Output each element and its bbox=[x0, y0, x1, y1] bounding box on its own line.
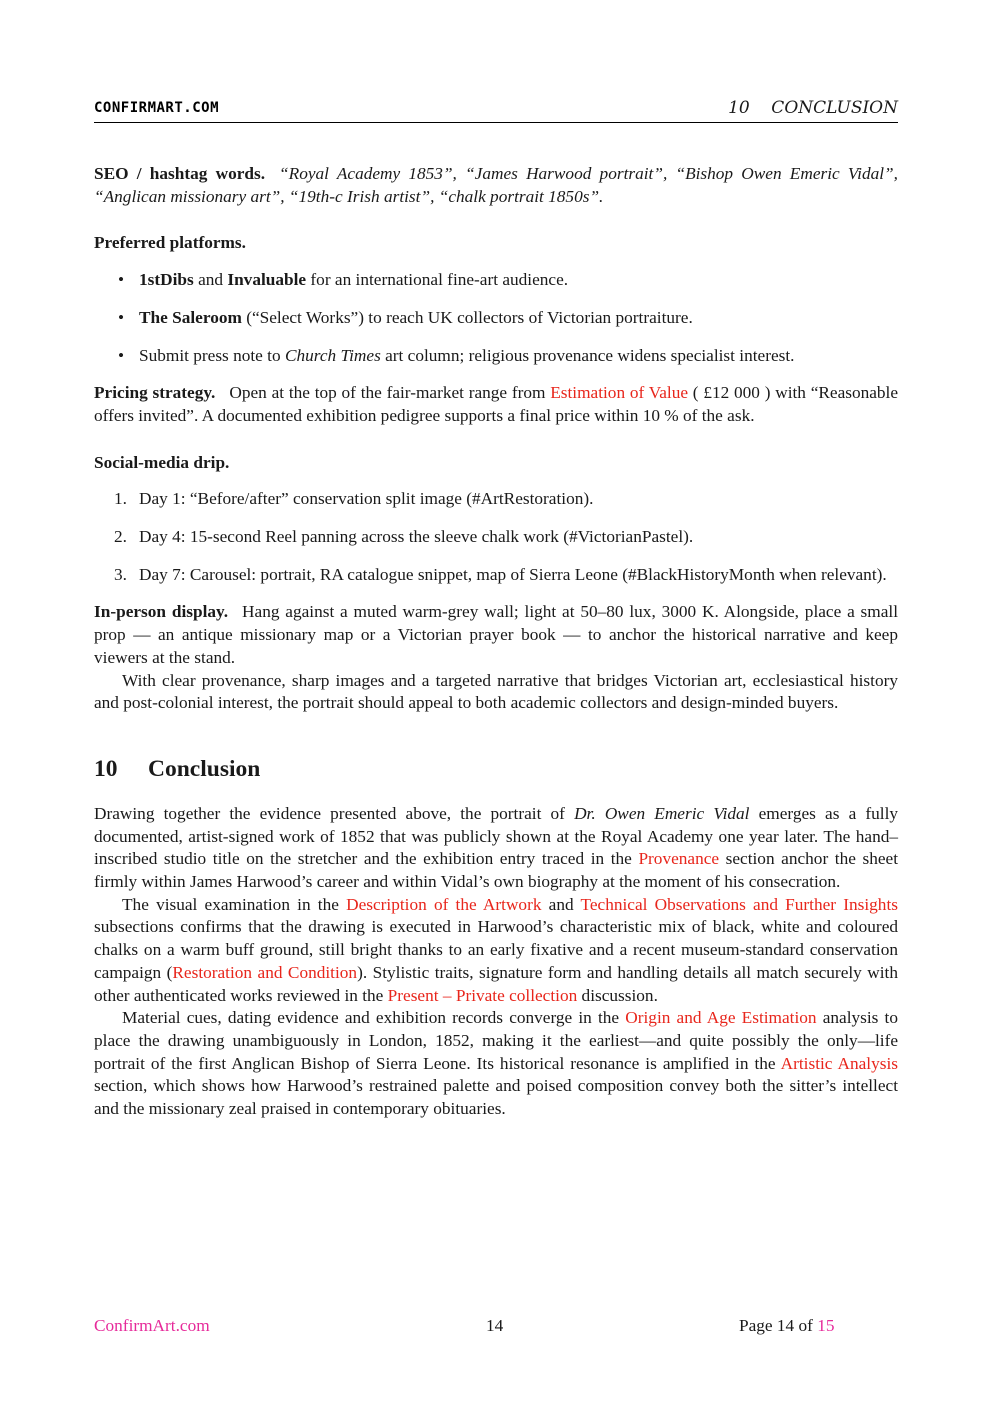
link-technical-observations[interactable]: Technical Observations and Further Insights bbox=[580, 894, 898, 914]
body-text: section, which shows how Harwood’s restrained palette and poised composition convey both the sitter’s intellect and the missionary zeal praised in contemporary obituaries. bbox=[94, 1076, 898, 1119]
footer-site-link[interactable]: ConfirmArt.com bbox=[94, 1316, 210, 1335]
conclusion-paragraph-3 bbox=[94, 1007, 898, 1121]
body-text: The visual examination in the bbox=[122, 894, 347, 914]
publication-name: Church Times bbox=[284, 345, 381, 365]
list-text: and bbox=[193, 270, 228, 290]
social-heading: Social-media drip. bbox=[94, 452, 230, 472]
body-text: section anchor the sheet firmly within James Harwood’s career and within Vidal’s own biography at the moment of his consecration. bbox=[94, 849, 898, 892]
page-of-label: Page 14 of bbox=[739, 1316, 818, 1335]
page-body bbox=[94, 163, 898, 1121]
running-title: 10 CONCLUSION bbox=[728, 98, 898, 118]
body-text: discussion. bbox=[577, 985, 658, 1005]
site-logo[interactable]: CONFIRMART.COM bbox=[94, 100, 220, 116]
body-text: Material cues, dating evidence and exhibition records converge in the bbox=[122, 1008, 626, 1028]
link-provenance[interactable]: Provenance bbox=[638, 849, 720, 869]
pricing-text: ( £12 000 ) with “Reasonable offers invited”. A documented exhibition pedigree supports a final price within 10 % of the ask. bbox=[94, 383, 899, 425]
link-artistic-analysis[interactable]: Artistic Analysis bbox=[780, 1053, 898, 1073]
list-item bbox=[94, 345, 898, 368]
list-item bbox=[94, 269, 898, 292]
link-description-of-artwork[interactable]: Description of the Artwork bbox=[346, 894, 542, 914]
platform-name: Invaluable bbox=[227, 270, 307, 290]
pricing-text: Open at the top of the fair-market range from bbox=[229, 383, 551, 403]
page-header bbox=[94, 98, 898, 123]
platforms-heading: Preferred platforms. bbox=[94, 233, 246, 253]
social-list bbox=[94, 488, 898, 586]
platforms-list bbox=[94, 269, 898, 367]
link-estimation-of-value[interactable]: Estimation of Value bbox=[550, 383, 689, 403]
list-text: Day 1: “Before/after” conservation split image (#ArtRestoration). bbox=[139, 489, 594, 509]
list-text: for an international fine-art audience. bbox=[306, 270, 569, 290]
display-text: Hang against a muted warm-grey wall; light at 50–80 lux, 3000 K. Alongside, place a small prop — an antique missionary map or a Victorian prayer book — to anchor the historical narrative and keep viewers at the stand. bbox=[94, 602, 898, 667]
list-text: Submit press note to bbox=[139, 345, 285, 365]
link-origin-and-age-estimation[interactable]: Origin and Age Estimation bbox=[625, 1008, 817, 1028]
pricing-paragraph bbox=[94, 382, 898, 427]
list-item bbox=[94, 564, 898, 587]
seo-paragraph bbox=[94, 163, 898, 208]
seo-keywords: “Royal Academy 1853”, “James Harwood portrait”, “Bishop Owen Emeric Vidal”, “Anglican missionary art”, “19th-c Irish artist”, “chalk portrait 1850s”. bbox=[94, 164, 898, 206]
closing-paragraph: With clear provenance, sharp images and a targeted narrative that bridges Victorian art, ecclesiastical history and post-colonial interest, the portrait should appeal to both academic collectors and design-minded buyers. bbox=[94, 670, 898, 713]
conclusion-paragraph-1 bbox=[94, 803, 898, 894]
link-restoration-and-condition[interactable]: Restoration and Condition bbox=[172, 962, 358, 982]
body-text: emerges as a fully documented, artist-signed work of 1852 that was publicly shown at the Royal Academy one year later. The hand–inscribed studio title on the stretcher and the exhibition entry traced in the bbox=[94, 803, 899, 869]
list-text: Day 7: Carousel: portrait, RA catalogue snippet, map of Sierra Leone (#BlackHistoryMonth when relevant). bbox=[139, 564, 887, 584]
display-label: In-person display. bbox=[94, 602, 229, 622]
footer-page-count bbox=[739, 1316, 835, 1336]
display-paragraph bbox=[94, 601, 898, 669]
list-text: art column; religious provenance widens specialist interest. bbox=[380, 345, 795, 365]
footer-total-pages-link[interactable]: 15 bbox=[817, 1316, 835, 1335]
section-heading-conclusion bbox=[94, 755, 898, 783]
list-text: Day 4: 15-second Reel panning across the sleeve chalk work (#VictorianPastel). bbox=[139, 527, 694, 547]
seo-label: SEO / hashtag words. bbox=[94, 164, 266, 183]
list-number: 3. bbox=[114, 564, 127, 584]
platform-name: The Saleroom bbox=[139, 307, 242, 327]
link-present-private-collection[interactable]: Present – Private collection bbox=[387, 985, 578, 1005]
list-number: 2. bbox=[114, 527, 127, 547]
list-text: (“Select Works”) to reach UK collectors of Victorian portraiture. bbox=[241, 307, 693, 327]
section-number: 10 bbox=[94, 755, 118, 782]
body-text: Drawing together the evidence presented above, the portrait of bbox=[94, 803, 575, 823]
list-item bbox=[94, 307, 898, 330]
body-text: analysis to place the drawing unambiguously in London, 1852, making it the earliest—and quite possibly the only—life portrait of the first Anglican Bishop of Sierra Leone. Its historical resonance is amplified in the bbox=[94, 1008, 898, 1073]
conclusion-paragraph-2 bbox=[94, 894, 898, 1008]
list-number: 1. bbox=[114, 489, 127, 509]
platform-name: 1stDibs bbox=[139, 270, 194, 290]
footer-page-number: 14 bbox=[486, 1316, 504, 1335]
pricing-label: Pricing strategy. bbox=[94, 383, 216, 403]
body-text: and bbox=[541, 894, 581, 914]
body-text: ). Stylistic traits, signature form and handling details all match securely with other authenticated works reviewed in the bbox=[94, 962, 898, 1005]
section-title: Conclusion bbox=[148, 755, 261, 782]
sitter-name: Dr. Owen Emeric Vidal bbox=[574, 803, 750, 823]
list-item bbox=[94, 526, 898, 549]
list-item bbox=[94, 488, 898, 511]
body-text: subsections confirms that the drawing is executed in Harwood’s characteristic mix of black, white and coloured chalks on a warm buff ground, still bright thanks to an early fixative and a recent museum-standard conservation campaign ( bbox=[94, 917, 898, 982]
